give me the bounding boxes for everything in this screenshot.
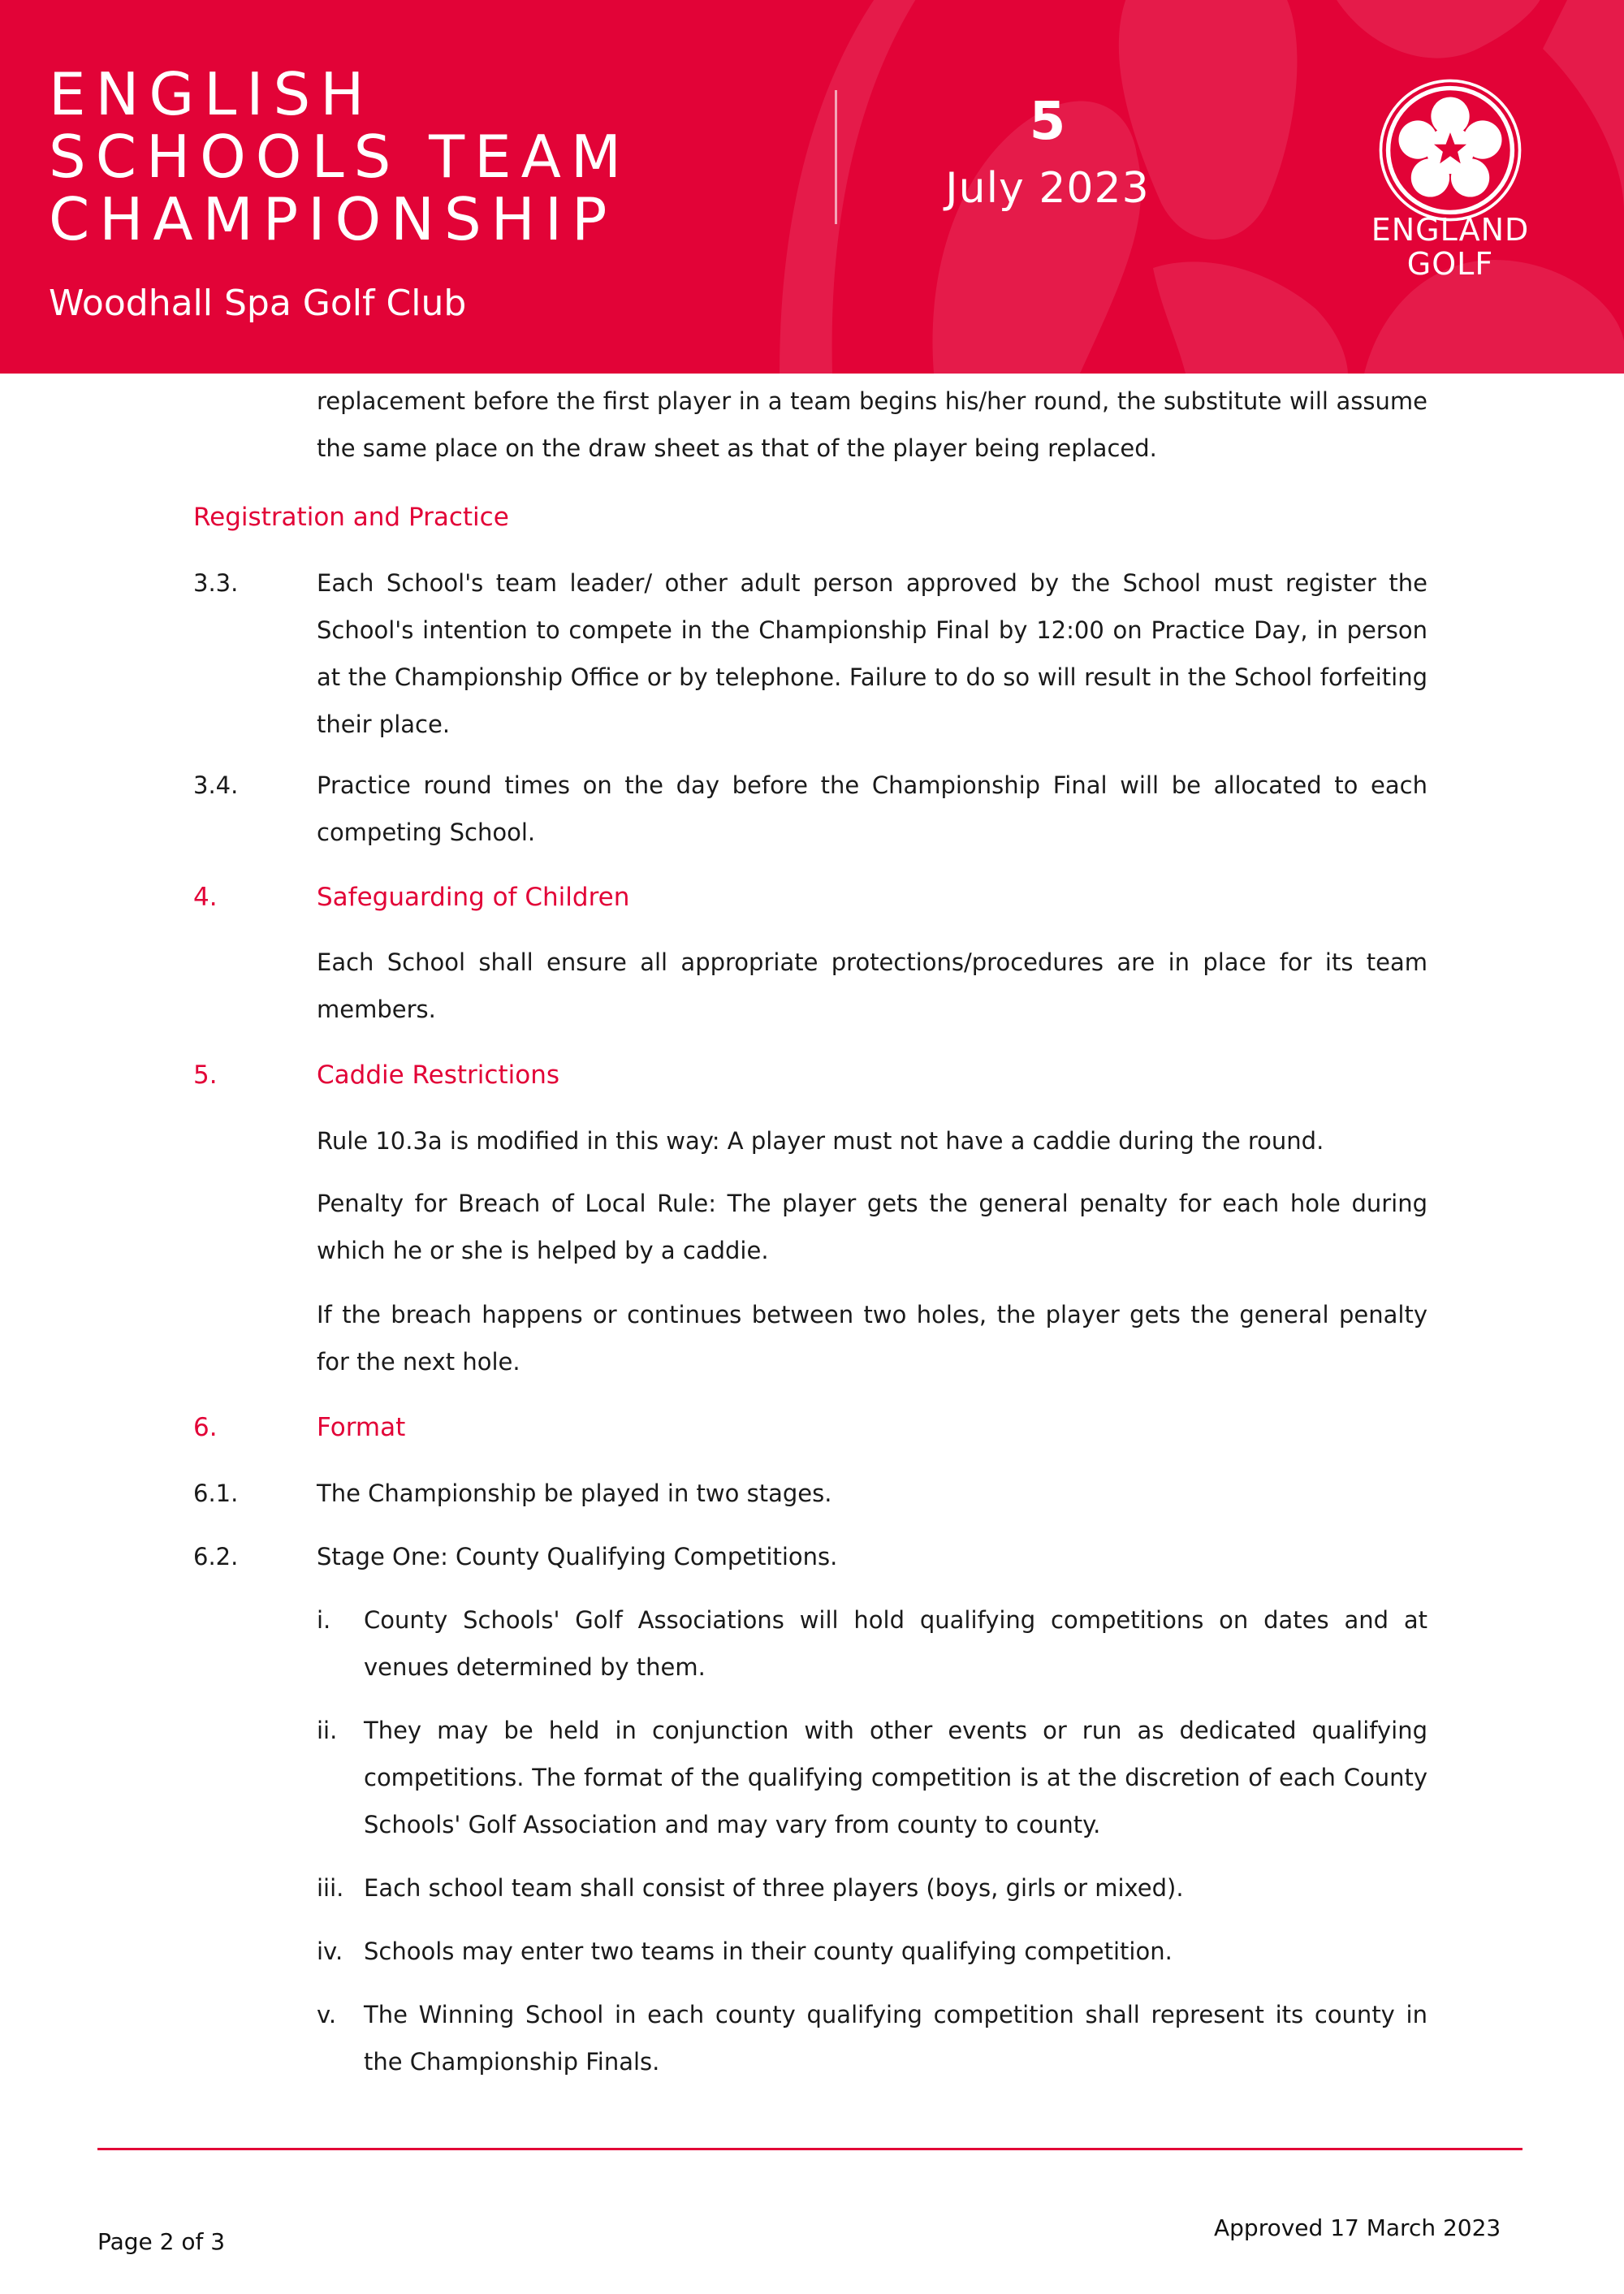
title-line-1: ENGLISH [49,60,374,128]
sub-item-iii-text: Each school team shall consist of three players (boys, girls or mixed). [364,1874,1184,1902]
sub-item-i-text: County Schools' Golf Associations will hold qualifying competitions on dates and at venues determined by them. [364,1606,1427,1681]
item-3-4-number: 3.4. [193,771,239,799]
header-banner [0,0,1624,374]
sub-item-v-marker: v. [317,2001,337,2028]
section-4-title: Safeguarding of Children [317,883,630,912]
sub-item-iv-marker: iv. [317,1938,343,1965]
section-5-number: 5. [193,1061,218,1090]
sub-item-ii-marker: ii. [317,1717,338,1744]
section-5-paragraph-1: Rule 10.3a is modified in this way: A player must not have a caddie during the round. [317,1127,1324,1155]
venue-name: Woodhall Spa Golf Club [49,283,467,324]
item-3-3-text: Each School's team leader/ other adult person approved by the School must register the School's intention to compete in the Championship Final by 12:00 on Practice Day, in person at the Championship Office or by telephone. Failure to do so will result in the School forfeiting their place. [317,569,1427,738]
championship-title [49,60,632,253]
sub-item-i-marker: i. [317,1606,331,1634]
item-6-2-text: Stage One: County Qualifying Competitions. [317,1543,838,1570]
header-divider [835,90,837,224]
continuation-paragraph: replacement before the first player in a team begins his/her round, the substitute will assume the same place on the draw sheet as that of the player being replaced. [317,387,1427,462]
section-4-number: 4. [193,883,218,912]
title-line-2: SCHOOLS TEAM [49,123,632,191]
page-number: Page 2 of 3 [97,2228,226,2255]
approval-date: Approved 17 March 2023 [1214,2214,1501,2241]
title-line-3: CHAMPIONSHIP [49,185,617,253]
section-5-paragraph-3: If the breach happens or continues between two holes, the player gets the general penalty for the next hole. [317,1301,1427,1376]
event-date-month-year: July 2023 [945,164,1150,213]
footer-divider [97,2148,1522,2150]
sub-item-ii-text: They may be held in conjunction with other events or run as dedicated qualifying competitions. The format of the qualifying competition is at the discretion of each County Schools' Golf Association and may vary from county to county. [364,1717,1427,1838]
section-4-text: Each School shall ensure all appropriate protections/procedures are in place for its team members. [317,948,1427,1023]
section-5-paragraph-2: Penalty for Breach of Local Rule: The player gets the general penalty for each hole during which he or she is helped by a caddie. [317,1190,1427,1264]
item-3-4-text: Practice round times on the day before the Championship Final will be allocated to each competing School. [317,771,1427,846]
sub-item-iv-text: Schools may enter two teams in their county qualifying competition. [364,1938,1173,1965]
item-3-3-number: 3.3. [193,569,239,597]
item-6-1-text: The Championship be played in two stages. [317,1480,832,1507]
section-5-title: Caddie Restrictions [317,1061,559,1090]
item-6-1-number: 6.1. [193,1480,239,1507]
england-golf-wordmark [1340,213,1561,281]
rose-emblem-icon [1376,76,1524,224]
subheading-registration-practice: Registration and Practice [193,503,509,532]
event-date-day: 5 [1029,92,1066,152]
section-6-number: 6. [193,1413,218,1442]
sub-item-iii-marker: iii. [317,1874,344,1902]
logo-text-line-2: GOLF [1406,246,1494,282]
logo-text-line-1: ENGLAND [1371,212,1530,248]
item-6-2-number: 6.2. [193,1543,239,1570]
section-6-title: Format [317,1413,406,1442]
sub-item-v-text: The Winning School in each county qualifying competition shall represent its county in the Championship Finals. [364,2001,1427,2076]
